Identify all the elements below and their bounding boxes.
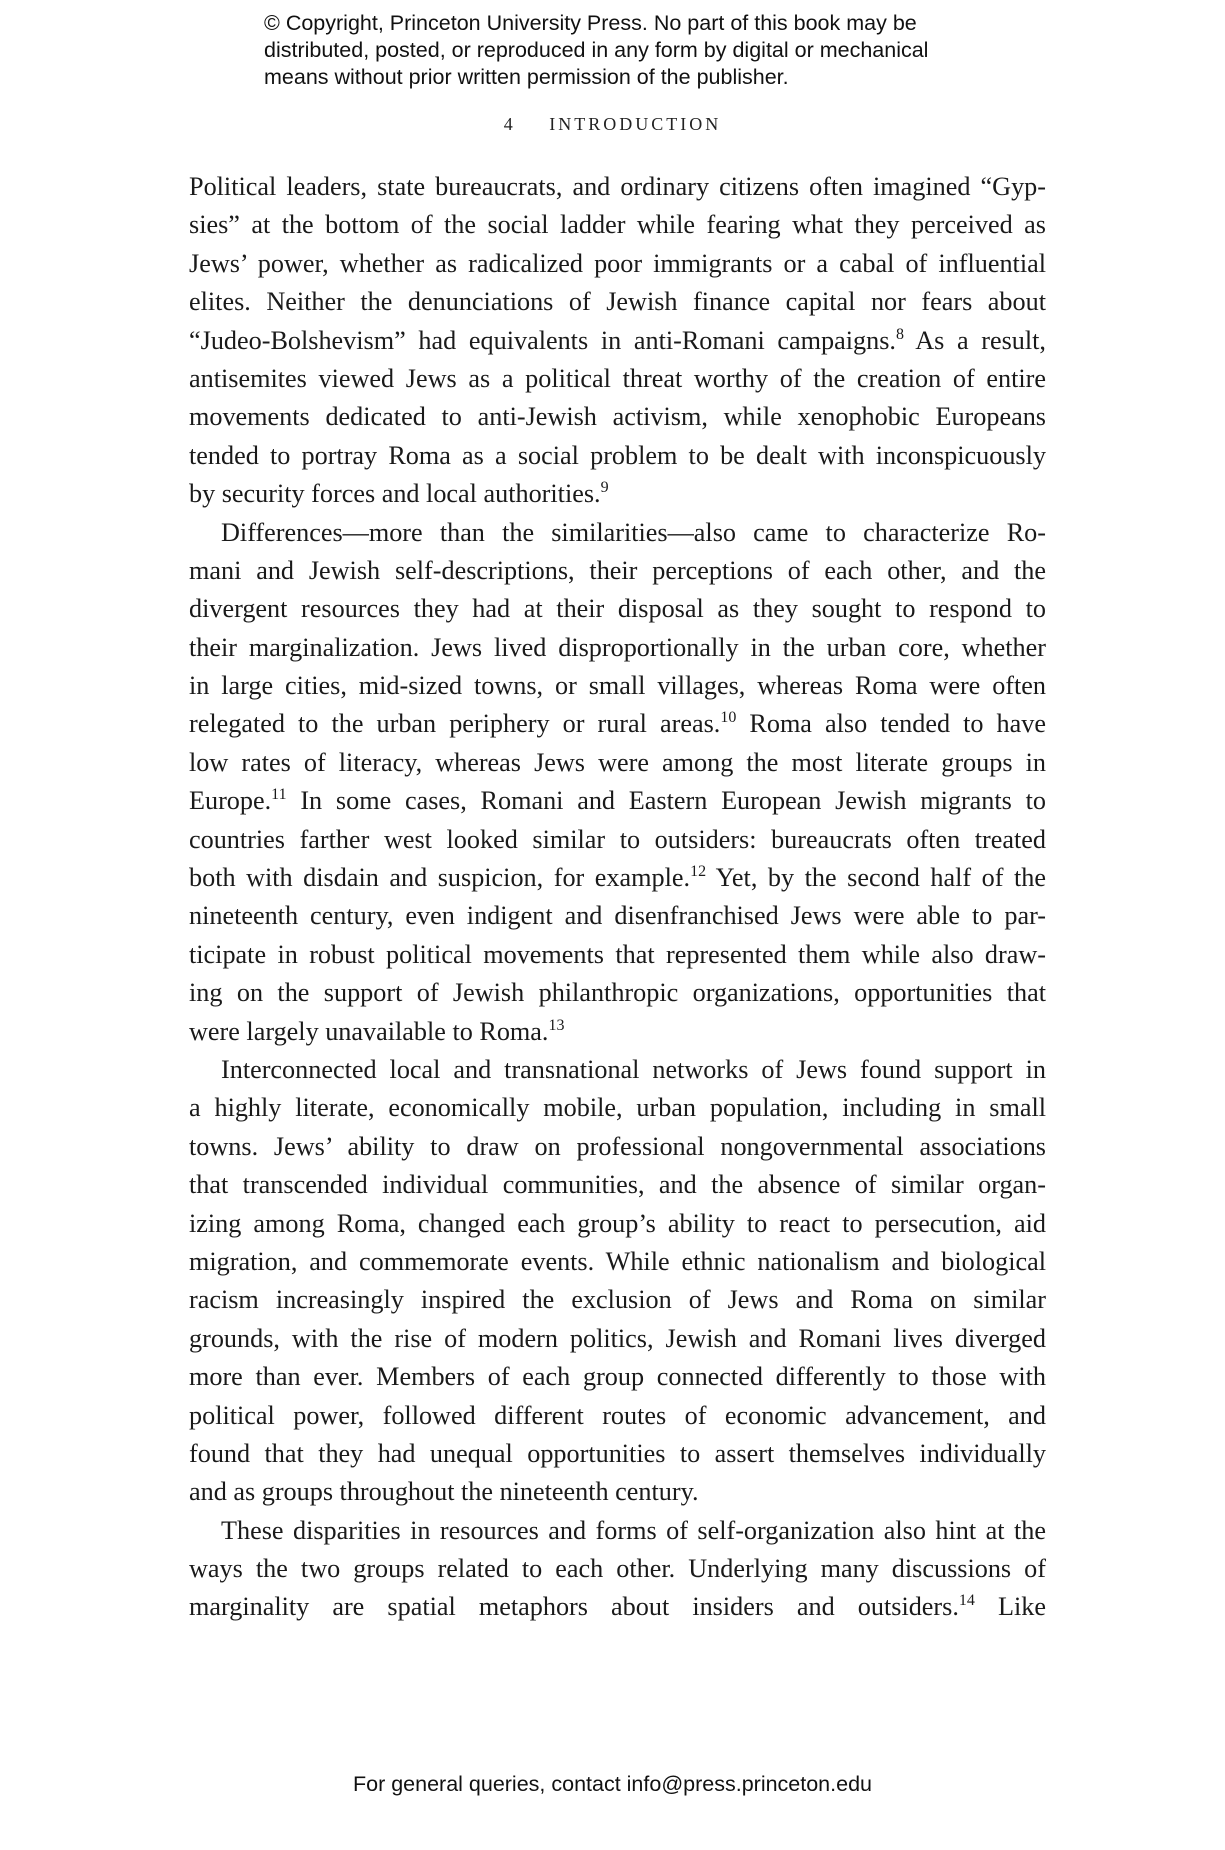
footnote-ref: 13 <box>548 1016 565 1034</box>
copyright-line: © Copyright, Princeton University Press. No part of this book may be <box>264 11 917 35</box>
text-line: both with disdain and suspicion, for example.$^{12}$ Yet, by the second half of the <box>189 863 1046 893</box>
text-line: were largely unavailable to Roma.$^{13}$ <box>189 1016 565 1046</box>
footnote-ref: 12 <box>690 863 707 881</box>
text-line: marginality are spatial metaphors about insiders and outsiders.$^{14}$ Like <box>189 1592 1046 1622</box>
footnote-ref: 11 <box>271 786 287 804</box>
running-head <box>0 114 1225 135</box>
text-line: “Judeo-Bolshevism” had equivalents in anti-Romani campaigns.$^8$ As a result, <box>189 325 1046 355</box>
text-line: grounds, with the rise of modern politics, Jewish and Romani lives diverged <box>189 1323 1046 1353</box>
text-line: ticipate in robust political movements that represented them while also draw- <box>189 939 1046 969</box>
footnote-ref: 9 <box>600 479 609 497</box>
text-line: that transcended individual communities, and the absence of similar organ- <box>189 1170 1046 1200</box>
text-line: movements dedicated to anti-Jewish activism, while xenophobic Europeans <box>189 402 1046 432</box>
text-line: and as groups throughout the nineteenth century. <box>189 1477 699 1507</box>
text-line: Europe.$^{11}$ In some cases, Romani and Eastern European Jewish migrants to <box>189 786 1046 816</box>
text-line: Interconnected local and transnational networks of Jews found support in <box>221 1054 1046 1084</box>
text-line: relegated to the urban periphery or rural areas.$^{10}$ Roma also tended to have <box>189 709 1046 739</box>
section-title: INTRODUCTION <box>549 114 722 134</box>
text-line: a highly literate, economically mobile, urban population, including in small <box>189 1093 1046 1123</box>
copyright-notice <box>264 10 984 91</box>
text-line: found that they had unequal opportunities to assert themselves individually <box>189 1438 1046 1468</box>
text-line: elites. Neither the denunciations of Jewish finance capital nor fears about <box>189 287 1046 317</box>
text-line: Jews’ power, whether as radicalized poor immigrants or a cabal of influential <box>189 248 1046 278</box>
text-line: These disparities in resources and forms of self-organization also hint at the <box>221 1515 1046 1545</box>
text-line: low rates of literacy, whereas Jews were among the most literate groups in <box>189 747 1046 777</box>
body-text <box>189 168 1046 1627</box>
text-line: antisemites viewed Jews as a political threat worthy of the creation of entire <box>189 363 1046 393</box>
text-line: nineteenth century, even indigent and disenfranchised Jews were able to par- <box>189 901 1046 931</box>
text-line: divergent resources they had at their disposal as they sought to respond to <box>189 594 1046 624</box>
text-line: migration, and commemorate events. While ethnic nationalism and biological <box>189 1246 1046 1276</box>
text-line: sies” at the bottom of the social ladder while fearing what they perceived as <box>189 210 1046 240</box>
text-line: by security forces and local authorities.$^9$ <box>189 479 609 509</box>
text-line: racism increasingly inspired the exclusion of Jews and Roma on similar <box>189 1285 1046 1315</box>
text-line: tended to portray Roma as a social problem to be dealt with inconspicuously <box>189 440 1046 470</box>
text-line: political power, followed different routes of economic advancement, and <box>189 1400 1046 1430</box>
text-line: mani and Jewish self-descriptions, their perceptions of each other, and the <box>189 555 1046 585</box>
page-number: 4 <box>503 114 516 134</box>
text-line: ways the two groups related to each other. Underlying many discussions of <box>189 1554 1046 1584</box>
copyright-line: means without prior written permission of the publisher. <box>264 65 789 89</box>
text-line: ing on the support of Jewish philanthropic organizations, opportunities that <box>189 978 1046 1008</box>
footnote-ref: 8 <box>895 325 904 343</box>
text-line: their marginalization. Jews lived disproportionally in the urban core, whether <box>189 632 1046 662</box>
copyright-line: distributed, posted, or reproduced in any form by digital or mechanical <box>264 38 929 62</box>
text-line: Political leaders, state bureaucrats, and ordinary citizens often imagined “Gyp- <box>189 172 1046 201</box>
footnote-ref: 14 <box>958 1592 975 1610</box>
text-line: countries farther west looked similar to outsiders: bureaucrats often treated <box>189 824 1046 854</box>
text-line: towns. Jews’ ability to draw on professional nongovernmental associations <box>189 1131 1046 1161</box>
text-line: Differences—more than the similarities—also came to characterize Ro- <box>221 517 1046 547</box>
footnote-ref: 10 <box>720 709 737 727</box>
text-line: izing among Roma, changed each group’s ability to react to persecution, aid <box>189 1208 1046 1238</box>
footer-contact: For general queries, contact info@press.princeton.edu <box>352 1772 872 1796</box>
text-line: more than ever. Members of each group connected differently to those with <box>189 1362 1046 1392</box>
text-line: in large cities, mid-sized towns, or small villages, whereas Roma were often <box>189 671 1046 701</box>
